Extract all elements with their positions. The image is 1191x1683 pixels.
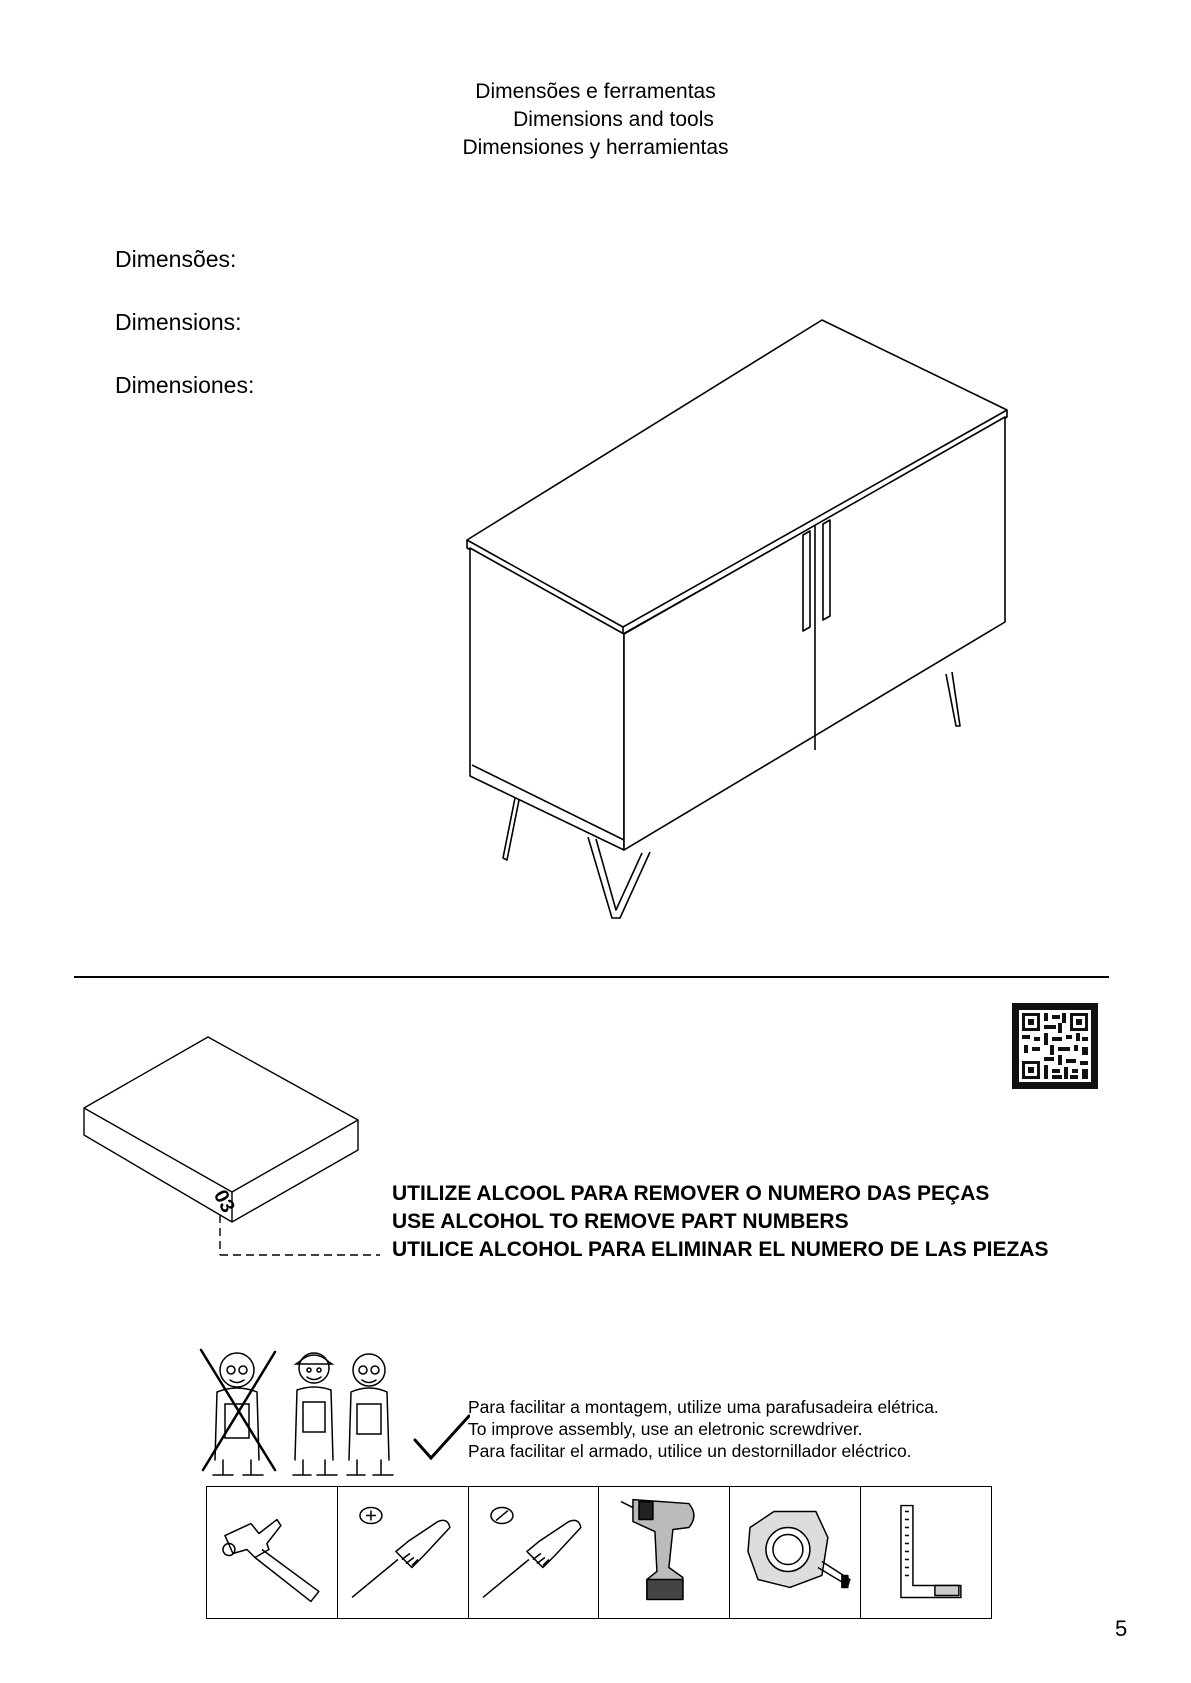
part-panel-illustration [80,1030,390,1260]
page-number: 5 [1115,1616,1128,1641]
dimensions-label-pt: Dimensões: [115,246,237,272]
dimensions-label-en: Dimensions: [115,309,242,335]
power-drill-icon [599,1487,730,1618]
title-en: Dimensions and tools [513,108,714,131]
title-es: Dimensiones y herramientas [462,136,729,159]
dimensions-label-es: Dimensiones: [115,372,255,398]
tools-table [206,1486,992,1619]
workers-illustration [195,1340,470,1480]
assembly-tip-pt: Para facilitar a montagem, utilize uma parafusadeira elétrica. [468,1397,939,1417]
qr-code [1012,1003,1098,1089]
phillips-screwdriver-icon [338,1487,469,1618]
title-pt: Dimensões e ferramentas [475,80,716,103]
flat-screwdriver-icon [469,1487,600,1618]
section-divider [74,976,1109,978]
warning-es: UTILICE ALCOHOL PARA ELIMINAR EL NUMERO DE LAS PIEZAS [392,1238,1049,1261]
hammer-icon [207,1487,338,1618]
warning-pt: UTILIZE ALCOOL PARA REMOVER O NUMERO DAS PEÇAS [392,1182,990,1205]
part-number: 03 [208,1186,239,1217]
carpenter-square-icon [861,1487,991,1618]
tape-measure-icon [730,1487,861,1618]
sideboard-illustration [440,310,1020,930]
assembly-tip-es: Para facilitar el armado, utilice un destornillador eléctrico. [468,1441,912,1461]
assembly-tip-en: To improve assembly, use an eletronic screwdriver. [468,1419,863,1439]
warning-en: USE ALCOHOL TO REMOVE PART NUMBERS [392,1210,849,1233]
